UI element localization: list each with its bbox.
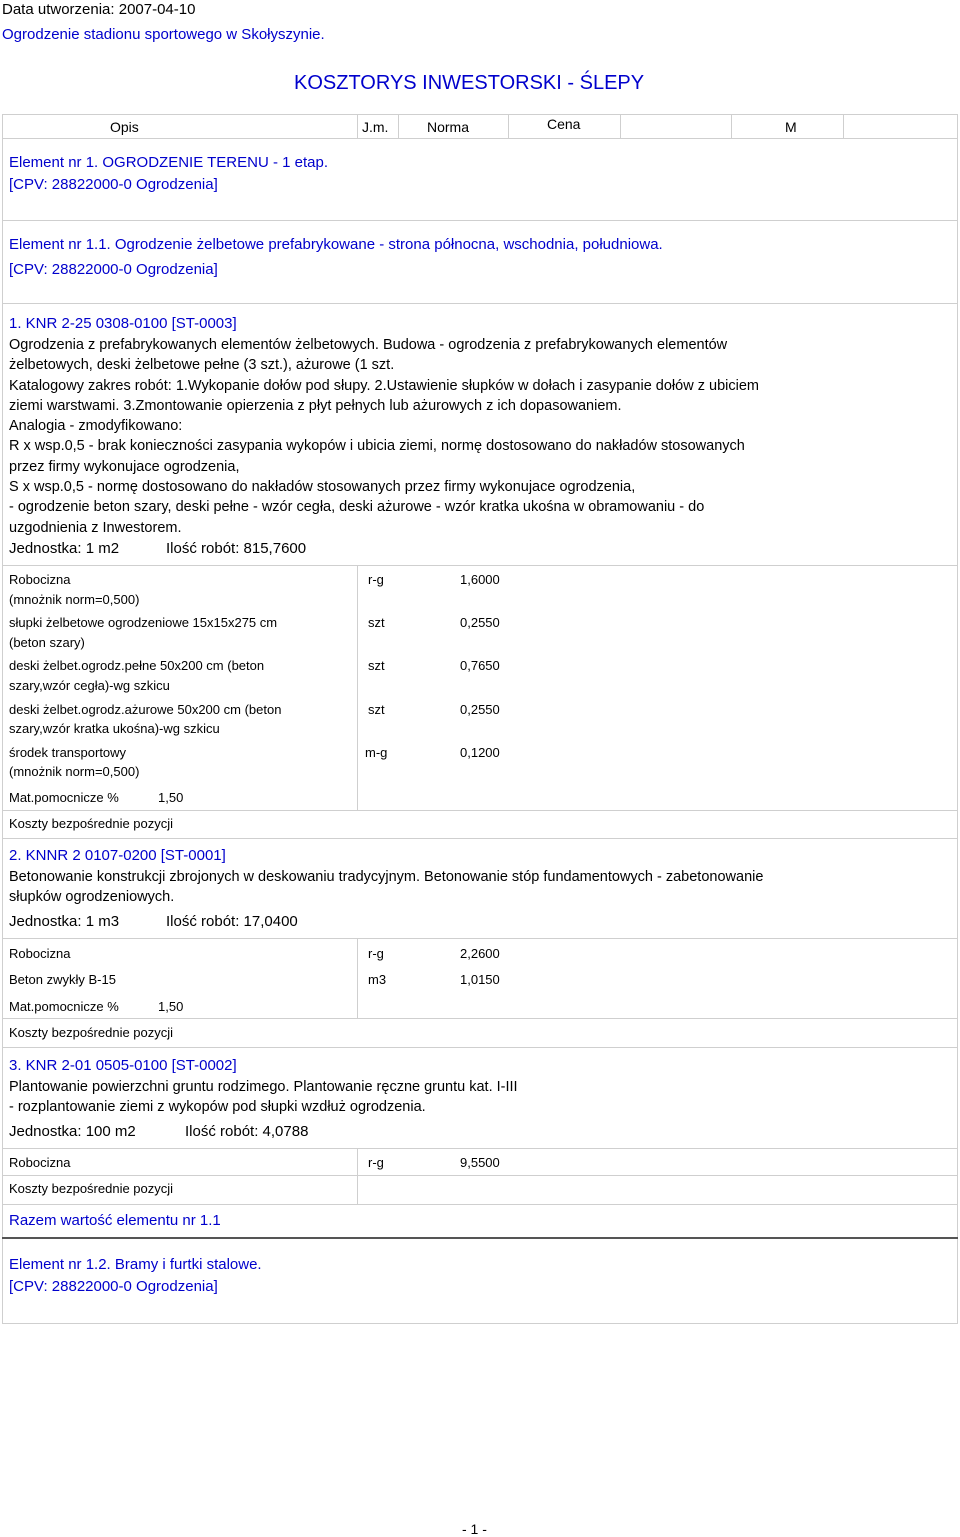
resource-name: środek transportowy [9, 745, 127, 760]
description-line: S x wsp.0,5 - normę dostosowano do nakładów stosowanych przez firmy wykonujace ogrodzenia, [9, 479, 636, 496]
mat-pomocnicze-label: Mat.pomocnicze % [9, 999, 119, 1014]
description-line: Betonowanie konstrukcji zbrojonych w deskowaniu tradycyjnym. Betonowanie stóp fundamentowych - zabetonowanie [9, 869, 764, 885]
creation-date: Data utworzenia: 2007-04-10 [2, 1, 196, 18]
description-line: uzgodnienia z Inwestorem. [9, 519, 182, 536]
description-line: żelbetowych, deski żelbetowe pełne (3 szt.), ażurowe (1 szt. [9, 357, 395, 374]
description-line: Plantowanie powierzchni gruntu rodzimego. Plantowanie ręczne gruntu kat. I-III [9, 1079, 518, 1095]
description-line: Ogrodzenia z prefabrykowanych elementów żelbetowych. Budowa - ogrodzenia z prefabrykowanych elementów [9, 337, 728, 353]
resource-name: Robocizna [9, 572, 71, 587]
col-divider [731, 114, 732, 138]
description-line: - ogrodzenie beton szary, deski pełne - wzór cegła, deski ażurowe - wzór kratka ukośna w obramowaniu - do [9, 499, 705, 516]
description-line: ziemi warstwami. 3.Zmontowanie opierzenia z płyt pełnych lub ażurowych z ich dopasowaniem. [9, 397, 622, 414]
document-title: KOSZTORYS INWESTORSKI - ŚLEPY [294, 72, 645, 94]
element-title: Element nr 1.1. Ogrodzenie żelbetowe prefabrykowane - strona północna, wschodnia, południowa. [9, 236, 663, 253]
description-line: R x wsp.0,5 - brak konieczności zasypania wykopów i ubicia ziemi, normę dostosowano do nakładów stosowanych [9, 438, 745, 455]
description-line: Analogia - zmodyfikowano: [9, 418, 183, 435]
section-rule [2, 220, 958, 221]
section-rule [2, 1323, 958, 1324]
mat-pomocnicze-value: 1,50 [158, 790, 184, 805]
resource-note: szary,wzór kratka ukośna)-wg szkicu [9, 721, 220, 736]
col-divider [843, 114, 844, 138]
description-line: słupków ogrodzeniowych. [9, 889, 175, 906]
col-divider [357, 938, 358, 1018]
description-line: - rozplantowanie ziemi z wykopów pod słupki wzdłuż ogrodzenia. [9, 1099, 426, 1116]
element-cpv: [CPV: 28822000-0 Ogrodzenia] [9, 1278, 218, 1295]
row-rule [2, 810, 958, 811]
page-number: - 1 - [462, 1521, 487, 1537]
row-rule [2, 1047, 958, 1048]
resource-unit: szt [368, 702, 385, 717]
col-header-opis: Opis [110, 119, 139, 135]
description-line: Katalogowy zakres robót: 1.Wykopanie dołów pod słupy. 2.Ustawienie słupków w dołach i zasypanie dołów z ubiciem [9, 377, 759, 394]
resource-name: Beton zwykły B-15 [9, 972, 116, 987]
project-title: Ogrodzenie stadionu sportowego w Skołyszynie. [2, 26, 325, 43]
row-rule [2, 1148, 958, 1149]
col-header-norma: Norma [427, 119, 470, 135]
jednostka: Jednostka: 100 m2 [9, 1123, 136, 1140]
header-bottom-rule [2, 138, 958, 139]
row-rule [2, 1018, 958, 1019]
row-rule [2, 1204, 958, 1205]
col-divider [357, 114, 358, 138]
jednostka: Jednostka: 1 m2 [9, 540, 120, 557]
ilosc-robot: Ilość robót: 4,0788 [185, 1123, 309, 1140]
col-header-m: M [785, 119, 797, 135]
element-cpv: [CPV: 28822000-0 Ogrodzenia] [9, 176, 218, 193]
position-header: 1. KNR 2-25 0308-0100 [ST-0003] [9, 315, 237, 332]
description-line: przez firmy wykonujace ogrodzenia, [9, 458, 240, 475]
element-total-rule [2, 1237, 958, 1239]
position-header: 2. KNNR 2 0107-0200 [ST-0001] [9, 847, 226, 864]
resource-note: (beton szary) [9, 635, 85, 650]
col-divider [357, 1148, 358, 1204]
resource-unit: m-g [365, 745, 388, 760]
row-rule [2, 565, 958, 566]
row-rule [2, 938, 958, 939]
jednostka: Jednostka: 1 m3 [9, 913, 120, 930]
element-title: Element nr 1. OGRODZENIE TERENU - 1 etap. [9, 154, 328, 171]
resource-note: (mnożnik norm=0,500) [9, 764, 140, 779]
resource-norm: 0,7650 [460, 658, 500, 673]
resource-unit: szt [368, 658, 385, 673]
resource-name: deski żelbet.ogrodz.ażurowe 50x200 cm (beton [9, 702, 282, 717]
resource-unit: r-g [368, 572, 384, 587]
col-divider [508, 114, 509, 138]
col-header-jm: J.m. [362, 119, 389, 135]
resource-norm: 2,2600 [460, 946, 500, 961]
resource-norm: 0,2550 [460, 615, 500, 630]
left-border [2, 114, 3, 1324]
element-title: Element nr 1.2. Bramy i furtki stalowe. [9, 1256, 262, 1273]
resource-norm: 0,2550 [460, 702, 500, 717]
ilosc-robot: Ilość robót: 17,0400 [166, 913, 298, 930]
resource-note: (mnożnik norm=0,500) [9, 592, 140, 607]
col-divider [398, 114, 399, 138]
element-total: Razem wartość elementu nr 1.1 [9, 1212, 221, 1229]
ilosc-robot: Ilość robót: 815,7600 [166, 540, 307, 557]
position-description [9, 335, 809, 538]
resource-norm: 0,1200 [460, 745, 500, 760]
right-border [957, 114, 958, 1324]
col-divider [357, 566, 358, 810]
koszty-bezposrednie: Koszty bezpośrednie pozycji [9, 1025, 174, 1040]
koszty-bezposrednie: Koszty bezpośrednie pozycji [9, 816, 174, 831]
resource-name: Robocizna [9, 946, 71, 961]
resource-unit: szt [368, 615, 385, 630]
resource-unit: r-g [368, 946, 384, 961]
resource-note: szary,wzór cegła)-wg szkicu [9, 678, 170, 693]
resource-norm: 1,6000 [460, 572, 500, 587]
resource-name: Robocizna [9, 1155, 71, 1170]
koszty-bezposrednie: Koszty bezpośrednie pozycji [9, 1181, 174, 1196]
col-header-cena: Cena [547, 116, 581, 132]
resource-norm: 1,0150 [460, 972, 500, 987]
mat-pomocnicze-value: 1,50 [158, 999, 184, 1014]
resource-unit: r-g [368, 1155, 384, 1170]
position-description [9, 1077, 809, 1118]
resource-unit: m3 [368, 972, 387, 987]
row-rule [2, 838, 958, 839]
section-rule [2, 303, 958, 304]
position-header: 3. KNR 2-01 0505-0100 [ST-0002] [9, 1057, 237, 1074]
resource-norm: 9,5500 [460, 1155, 500, 1170]
position-description [9, 867, 809, 908]
col-divider [620, 114, 621, 138]
resource-name: deski żelbet.ogrodz.pełne 50x200 cm (beton [9, 658, 265, 673]
element-cpv: [CPV: 28822000-0 Ogrodzenia] [9, 261, 218, 278]
mat-pomocnicze-label: Mat.pomocnicze % [9, 790, 119, 805]
header-top-rule [2, 114, 958, 115]
resource-name: słupki żelbetowe ogrodzeniowe 15x15x275 cm [9, 615, 278, 630]
row-rule [2, 1175, 958, 1176]
